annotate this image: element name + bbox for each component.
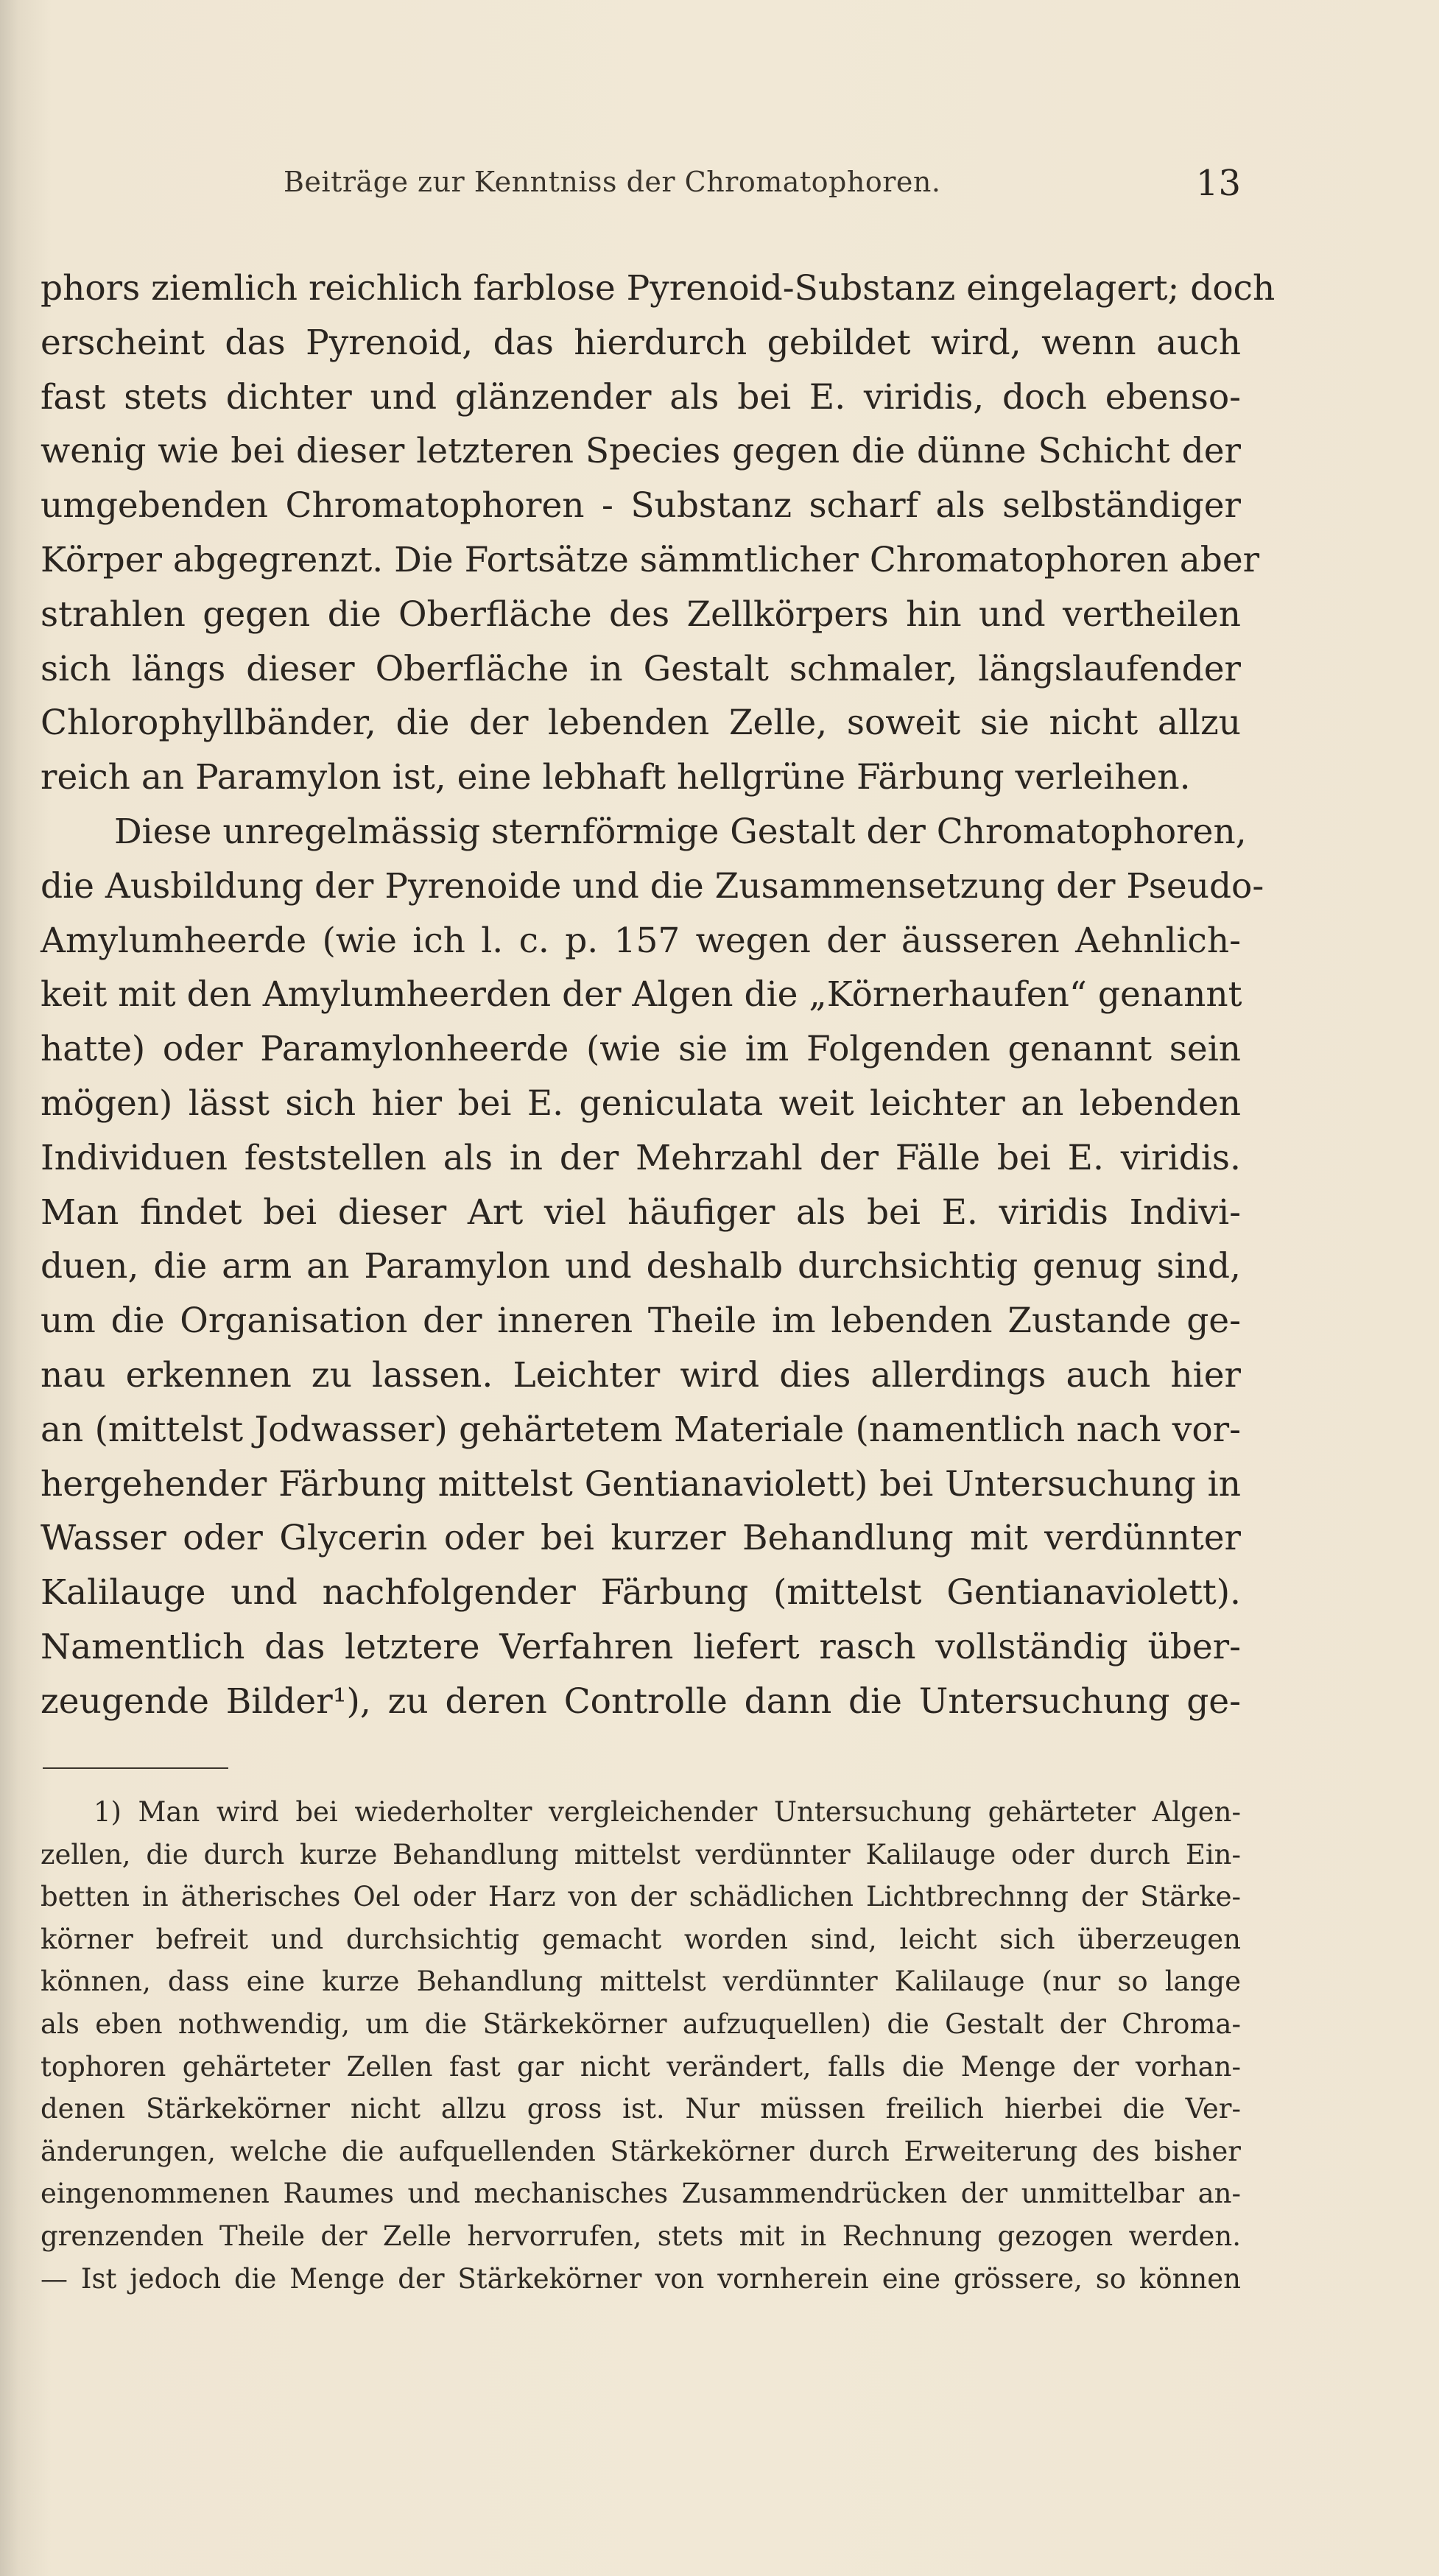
text-line: Diese unregelmässig sternförmige Gestalt der Chromatophoren, (114, 811, 1247, 852)
text-line: Wasser oder Glycerin oder bei kurzer Behandlung mit verdünnter (41, 1518, 1241, 1559)
text-line: nau erkennen zu lassen. Leichter wird dies allerdings auch hier (41, 1354, 1241, 1396)
text-line: sich längs dieser Oberfläche in Gestalt schmaler, längslaufender (41, 648, 1241, 689)
text-line: zeugende Bilder¹), zu deren Controlle dann die Untersuchung ge- (41, 1681, 1241, 1722)
footnote-line: tophoren gehärteter Zellen fast gar nicht verändert, falls die Menge der vorhan- (41, 2050, 1241, 2083)
text-line: Kalilauge und nachfolgender Färbung (mittelst Gentianaviolett). (41, 1572, 1241, 1613)
page-header (284, 163, 1241, 210)
footnote-line: zellen, die durch kurze Behandlung mittelst verdünnter Kalilauge oder durch Ein- (41, 1838, 1241, 1871)
footnote-line: grenzenden Theile der Zelle hervorrufen, stets mit in Rechnung gezogen werden. (41, 2220, 1241, 2252)
footnote-line: — Ist jedoch die Menge der Stärkekörner von vornherein eine grössere, so können (41, 2262, 1241, 2295)
text-line: duen, die arm an Paramylon und deshalb durchsichtig genug sind, (41, 1246, 1241, 1287)
text-line: wenig wie bei dieser letzteren Species gegen die dünne Schicht der (41, 431, 1241, 472)
footnote-line: denen Stärkekörner nicht allzu gross ist. Nur müssen freilich hierbei die Ver- (41, 2093, 1241, 2125)
page-number: 13 (1195, 163, 1241, 204)
text-line: Körper abgegrenzt. Die Fortsätze sämmtlicher Chromatophoren aber (41, 539, 1260, 580)
text-line: strahlen gegen die Oberfläche des Zellkörpers hin und vertheilen (41, 594, 1241, 635)
text-line: Namentlich das letztere Verfahren liefert rasch vollständig über- (41, 1626, 1241, 1667)
footnote (41, 1791, 1241, 2300)
text-line: mögen) lässt sich hier bei E. geniculata weit leichter an lebenden (41, 1083, 1241, 1124)
text-line: Man findet bei dieser Art viel häufiger als bei E. viridis Indivi- (41, 1192, 1241, 1233)
text-line: phors ziemlich reichlich farblose Pyrenoid-Substanz eingelagert; doch (41, 268, 1276, 309)
text-line: hergehender Färbung mittelst Gentianaviolett) bei Untersuchung in (41, 1463, 1241, 1505)
footnote-rule (43, 1767, 228, 1769)
running-head: Beiträge zur Kenntniss der Chromatophoren. (284, 166, 941, 198)
footnote-line: betten in ätherisches Oel oder Harz von der schädlichen Lichtbrechnng der Stärke- (41, 1881, 1241, 1913)
footnote-line: als eben nothwendig, um die Stärkekörner aufzuquellen) die Gestalt der Chroma- (41, 2007, 1241, 2040)
text-line: Chlorophyllbänder, die der lebenden Zelle, soweit sie nicht allzu (41, 703, 1241, 744)
text-line: um die Organisation der inneren Theile im lebenden Zustande ge- (41, 1301, 1241, 1342)
footnote-line: änderungen, welche die aufquellenden Stärkekörner durch Erweiterung des bisher (41, 2135, 1241, 2167)
text-line: an (mittelst Jodwasser) gehärtetem Materiale (namentlich nach vor- (41, 1409, 1241, 1450)
text-line: Individuen feststellen als in der Mehrzahl der Fälle bei E. viridis. (41, 1137, 1241, 1178)
text-line: fast stets dichter und glänzender als bei E. viridis, doch ebenso- (41, 376, 1241, 418)
text-line: keit mit den Amylumheerden der Algen die „Körnerhaufen“ genannt (41, 974, 1242, 1016)
footnote-line: eingenommenen Raumes und mechanisches Zusammendrücken der unmittelbar an- (41, 2178, 1241, 2210)
text-line: umgebenden Chromatophoren - Substanz scharf als selbständiger (41, 485, 1241, 527)
text-line: reich an Paramylon ist, eine lebhaft hellgrüne Färbung verleihen. (41, 757, 1191, 798)
footnote-line: körner befreit und durchsichtig gemacht worden sind, leicht sich überzeugen (41, 1923, 1241, 1955)
text-line: die Ausbildung der Pyrenoide und die Zusammensetzung der Pseudo- (41, 865, 1264, 907)
footnote-line: können, dass eine kurze Behandlung mittelst verdünnter Kalilauge (nur so lange (41, 1966, 1241, 1998)
text-line: Amylumheerde (wie ich l. c. p. 157 wegen der äusseren Aehnlich- (41, 920, 1241, 961)
text-line: hatte) oder Paramylonheerde (wie sie im Folgenden genannt sein (41, 1029, 1241, 1070)
text-line: erscheint das Pyrenoid, das hierdurch gebildet wird, wenn auch (41, 322, 1241, 363)
main-text (41, 261, 1276, 1729)
footnote-line: 1) Man wird bei wiederholter vergleichender Untersuchung gehärteter Algen- (94, 1796, 1241, 1828)
